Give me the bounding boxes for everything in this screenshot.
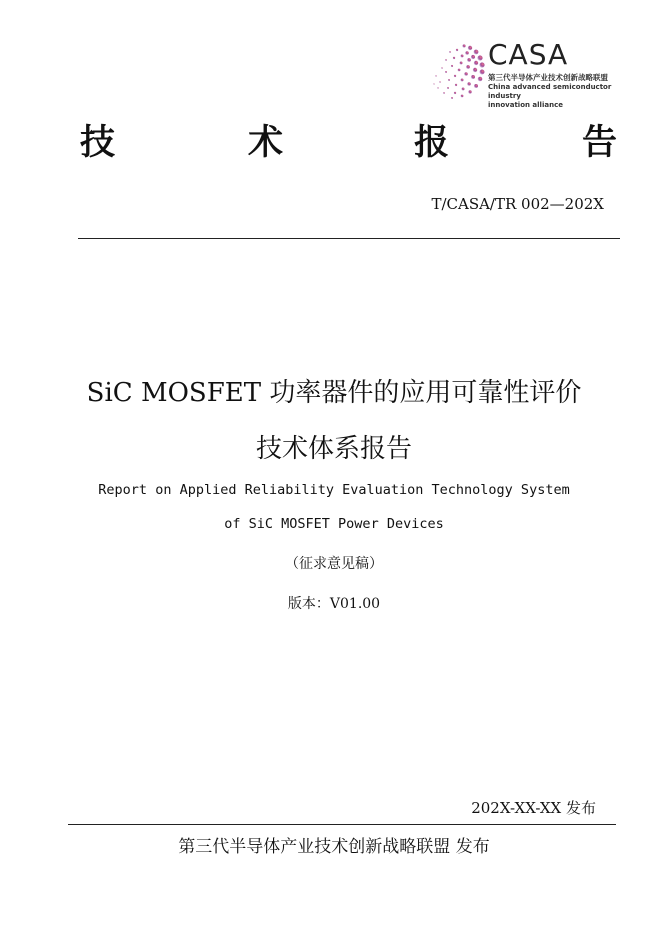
title-chinese-line1: SiC MOSFET 功率器件的应用可靠性评价 bbox=[86, 378, 582, 408]
logo-english-name bbox=[488, 83, 628, 110]
logo-sphere-icon bbox=[424, 38, 492, 106]
title-english-line2: of SiC MOSFET Power Devices bbox=[224, 516, 444, 532]
report-type-char-3: 报 bbox=[414, 123, 450, 163]
version-label: 版本：V01.00 bbox=[287, 596, 381, 612]
draft-note: （征求意见稿） bbox=[285, 556, 383, 572]
logo-english-line2: innovation alliance bbox=[488, 101, 563, 109]
logo-chinese-name: 第三代半导体产业技术创新战略联盟 bbox=[488, 73, 608, 82]
logo-english-line1: China advanced semiconductor industry bbox=[488, 83, 612, 100]
report-type-char-4: 告 bbox=[582, 123, 618, 163]
report-type-char-2: 术 bbox=[248, 123, 284, 163]
bottom-divider bbox=[68, 824, 616, 825]
report-type-heading bbox=[80, 118, 620, 168]
top-divider bbox=[78, 238, 620, 239]
title-chinese-line2: 技术体系报告 bbox=[255, 434, 412, 464]
logo-name: CASA bbox=[488, 38, 569, 71]
document-number: T/CASA/TR 002—202X bbox=[431, 195, 604, 213]
title-english-line1: Report on Applied Reliability Evaluation Technology System bbox=[98, 482, 570, 498]
casa-logo bbox=[424, 38, 620, 108]
report-type-char-1: 技 bbox=[80, 123, 116, 163]
publish-date: 202X-XX-XX 发布 bbox=[471, 799, 596, 817]
publisher-line: 第三代半导体产业技术创新战略联盟 发布 bbox=[178, 837, 490, 857]
